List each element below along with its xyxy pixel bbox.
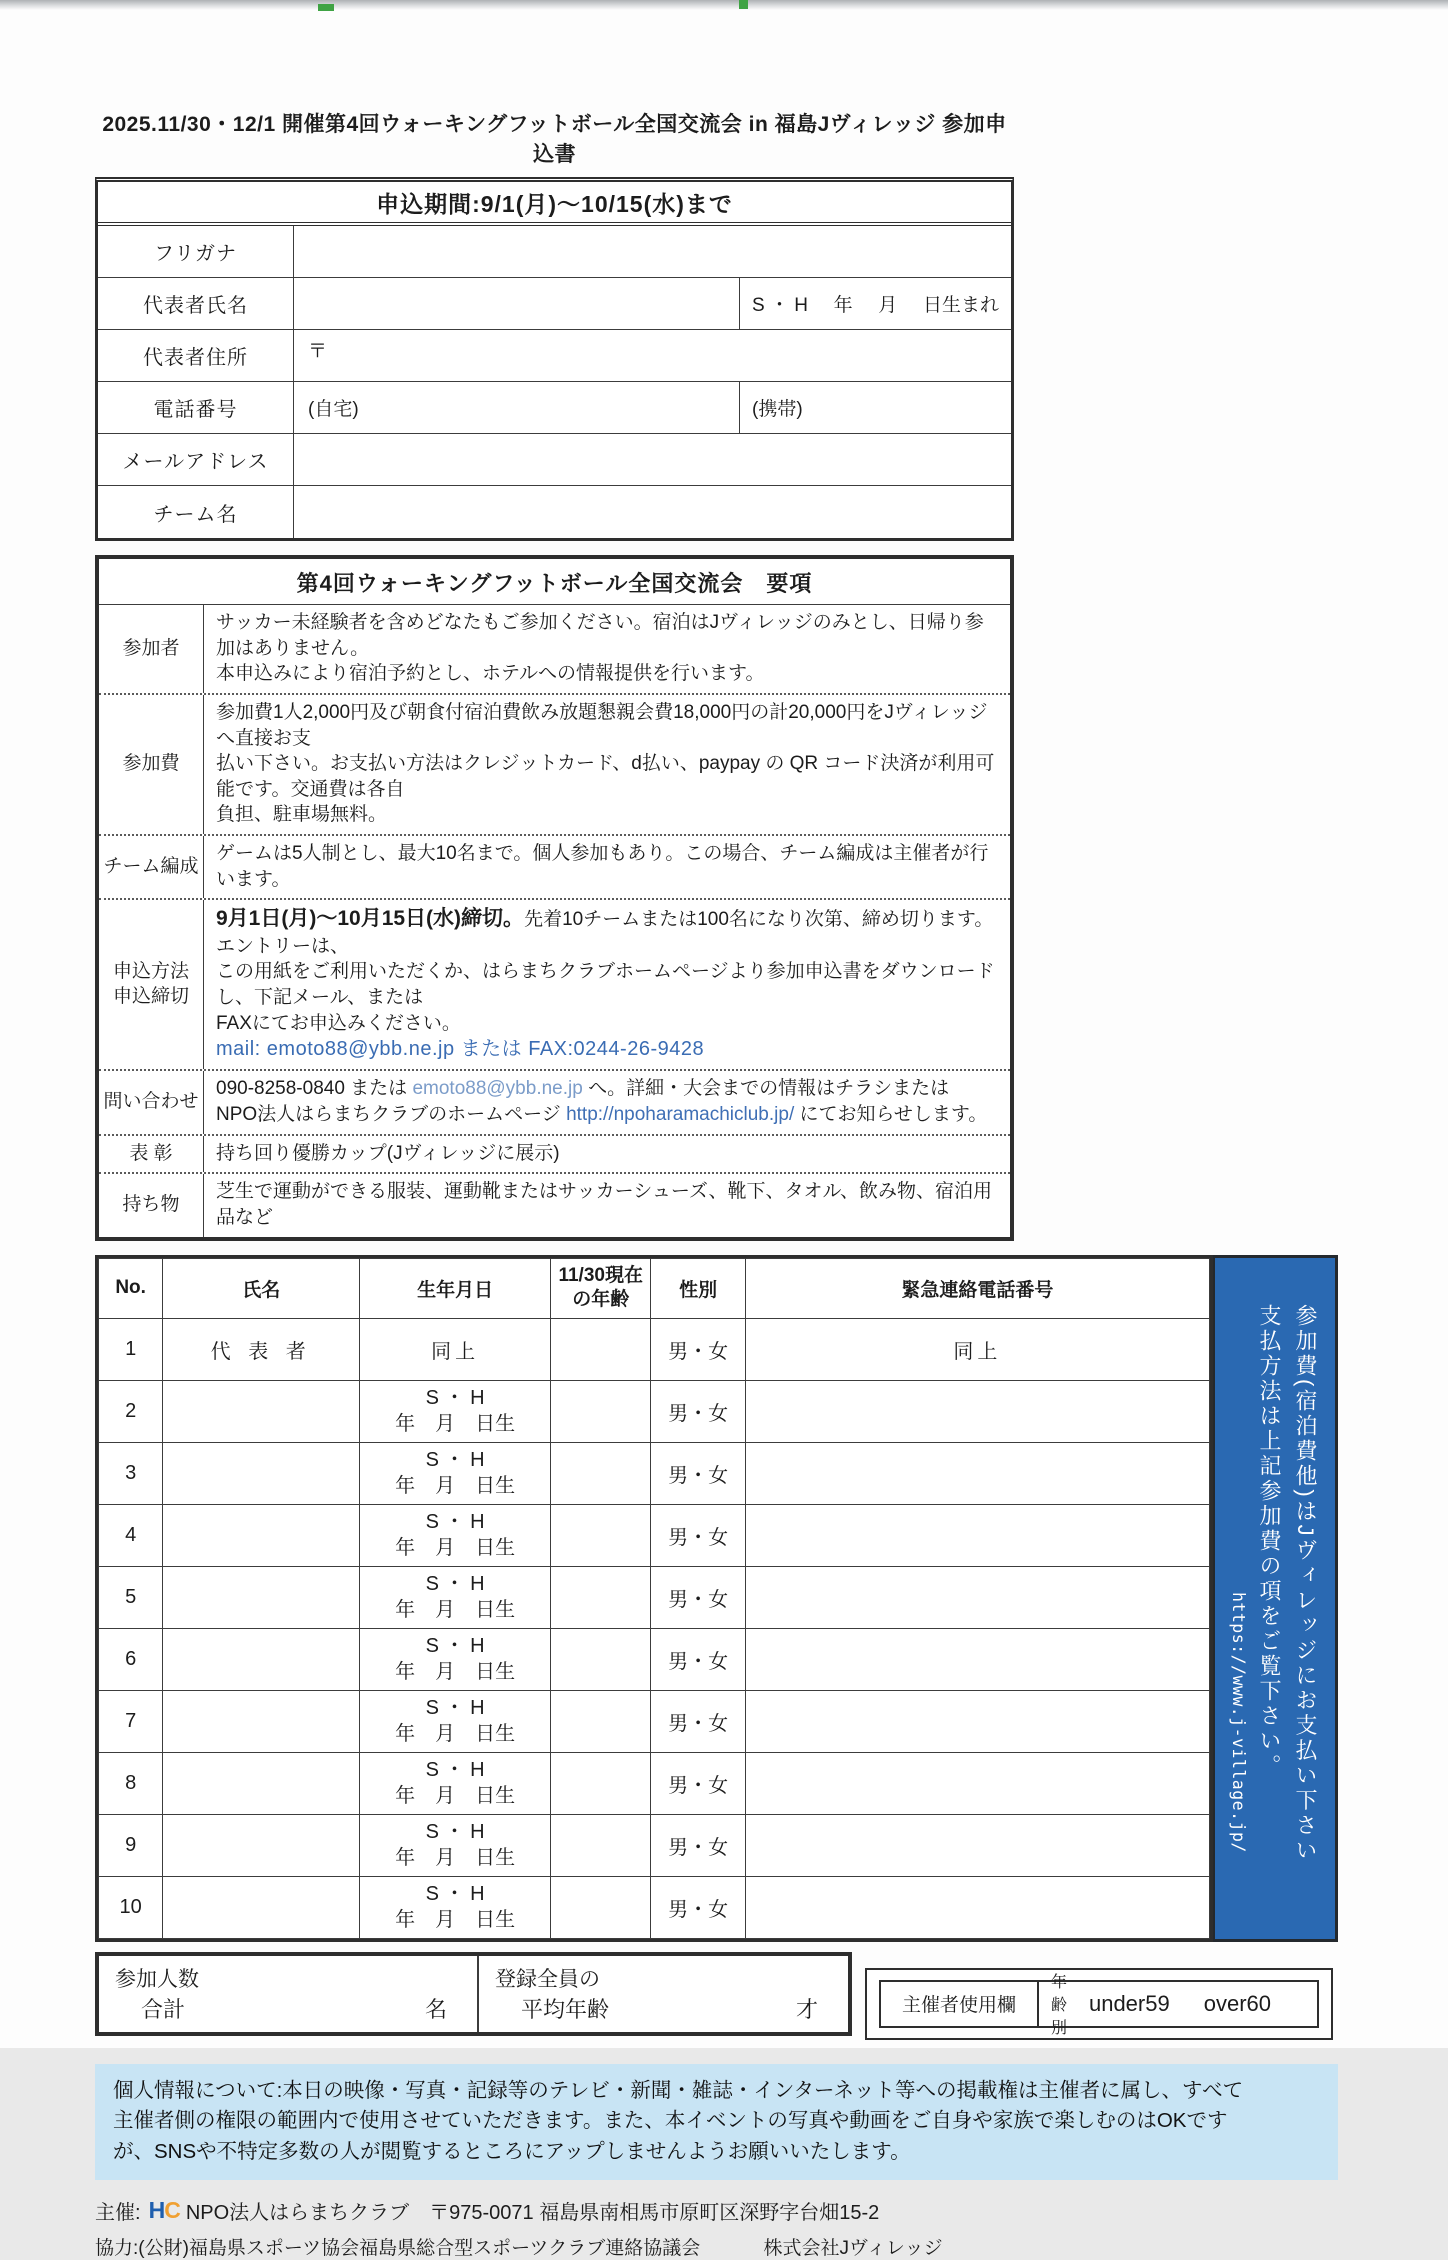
logo-letter-h: H <box>148 2196 165 2223</box>
row-number: 3 <box>99 1442 163 1504</box>
club-homepage-link[interactable]: http://npoharamachiclub.jp/ <box>566 1103 795 1125</box>
dob-cell <box>360 1752 551 1814</box>
dob-date: 年 月 日生 <box>395 1413 516 1436</box>
belongings-text: 芝生で運動ができる服装、運動靴またはサッカーシューズ、靴下、タオル、飲み物、宿泊用品など <box>203 1174 1010 1236</box>
participant-count-box <box>95 1952 852 2036</box>
total-count-cell <box>99 1956 479 2032</box>
host-text: NPO法人はらまちクラブ 〒975-0071 福島県南相馬市原町区深野字台畑15-2 <box>185 2201 880 2224</box>
dob-era: S ・ H <box>425 1883 485 1906</box>
representative-name-label: 代表者氏名 <box>98 278 294 329</box>
gender-cell: 男・女 <box>651 1566 745 1628</box>
sidebar-payment-line: 参加費(宿泊費他)はJヴィレッジにお支払い下さい <box>1293 1303 1318 1864</box>
roster-row <box>99 1876 1210 1938</box>
roster-header-no: No. <box>99 1258 163 1318</box>
belongings-label: 持ち物 <box>122 1194 180 1216</box>
name-cell <box>163 1380 360 1442</box>
application-method-line-3: FAXにてお申込みください。 <box>216 1012 461 1034</box>
contact-text-mid: へ。詳細・大会までの情報はチラシまたは <box>582 1078 950 1100</box>
sidebar-method-line: 支払方法は上記参加費の項をご覧下さい。 <box>1257 1303 1282 1779</box>
dob-era: S ・ H <box>425 1759 485 1782</box>
host-line <box>95 2196 1338 2225</box>
birth-month-label: 月 <box>878 295 898 316</box>
postal-mark: 〒 <box>308 341 328 362</box>
privacy-line-1: 個人情報について:本日の映像・写真・記録等のテレビ・新聞・雑誌・インターネット等への掲載権は主催者に属し、すべて <box>113 2078 1244 2102</box>
fee-line-1: 参加費1人2,000円及び朝食付宿泊費飲み放題懇親会費18,000円の計20,000円をJヴィレッジへ直接お支 <box>216 701 988 749</box>
representative-address-row <box>98 330 1011 382</box>
age-group-area <box>1039 1974 1317 2038</box>
application-method-label-line1: 申込方法 <box>112 961 189 983</box>
age-cell <box>551 1442 651 1504</box>
age-cell <box>551 1876 651 1938</box>
dob-date: 年 月 日生 <box>395 1599 516 1622</box>
email-row <box>98 434 1011 486</box>
age-cell <box>551 1380 651 1442</box>
representative-name-row <box>98 278 1011 330</box>
mail-fax-link[interactable]: mail: emoto88@ybb.ne.jp または FAX:0244-26-9428 <box>216 1038 705 1061</box>
dob-cell <box>360 1876 551 1938</box>
roster-row <box>99 1752 1210 1814</box>
representative-name-input-area <box>294 278 739 329</box>
participants-row <box>99 604 1010 693</box>
dob-date: 年 月 日生 <box>395 1785 516 1808</box>
scan-artifact-green <box>739 0 748 9</box>
row-number: 2 <box>99 1380 163 1442</box>
avg-age-label: 平均年齢 <box>521 1996 610 2022</box>
participants-text <box>203 605 1010 693</box>
dob-era: S ・ H <box>425 1635 485 1658</box>
furigana-label: フリガナ <box>98 226 294 277</box>
roster-row <box>99 1566 1210 1628</box>
average-age-cell <box>479 1956 848 2032</box>
phone-mobile-input-area <box>739 382 1011 433</box>
row-number: 9 <box>99 1814 163 1876</box>
contact-text <box>203 1071 1010 1133</box>
age-group-over60: over60 <box>1203 1990 1271 2016</box>
name-cell <box>163 1876 360 1938</box>
gender-cell: 男・女 <box>651 1814 745 1876</box>
gender-cell: 男・女 <box>651 1318 745 1380</box>
phone-mobile-label: (携帯) <box>752 399 803 420</box>
contact-homepage-label: NPO法人はらまちクラブのホームページ <box>216 1103 567 1125</box>
fee-text <box>203 695 1010 834</box>
age-cell <box>551 1504 651 1566</box>
furigana-row <box>98 226 1011 278</box>
fee-line-3: 負担、駐車場無料。 <box>216 804 388 826</box>
overview-title: 第4回ウォーキングフットボール全国交流会 要項 <box>296 571 813 596</box>
organizer-use-label: 主催者使用欄 <box>881 1982 1039 2026</box>
email-input-area <box>294 434 1011 485</box>
avg-age-line <box>495 1993 832 2024</box>
birth-year-label: 年 <box>833 295 853 316</box>
age-group-under59: under59 <box>1088 1990 1170 2016</box>
roster-row <box>99 1814 1210 1876</box>
application-method-text <box>203 900 1010 1069</box>
dob-era: S ・ H <box>425 1387 485 1410</box>
team-formation-row <box>99 834 1010 898</box>
participants-line-1: サッカー未経験者を含めどなたもご参加ください。宿泊はJヴィレッジのみとし、日帰り参加はありません。 <box>216 612 984 659</box>
roster-header-phone: 緊急連絡電話番号 <box>745 1258 1209 1318</box>
application-period-header: 申込期間:9/1(月)〜10/15(水)まで <box>98 182 1011 226</box>
birthdate-area <box>739 278 1011 329</box>
scan-edge-shadow <box>0 0 1448 10</box>
name-cell <box>163 1566 360 1628</box>
age-header-line2: の年齢 <box>572 1289 630 1311</box>
dob-cell <box>360 1566 551 1628</box>
avg-age-unit: 才 <box>795 1996 818 2022</box>
application-method-label <box>99 900 203 1069</box>
team-formation-text: ゲームは5人制とし、最大10名まで。個人参加もあり。この場合、チーム編成は主催者が行います。 <box>203 836 1010 898</box>
phone-cell <box>745 1628 1209 1690</box>
name-cell <box>163 1752 360 1814</box>
name-cell <box>163 1814 360 1876</box>
dob-date: 年 月 日生 <box>395 1847 516 1870</box>
count-label: 参加人数 <box>115 1967 199 1991</box>
representative-name-cell: 代 表 者 <box>163 1318 360 1380</box>
gender-cell: 男・女 <box>651 1876 745 1938</box>
age-cell <box>551 1814 651 1876</box>
phone-cell <box>745 1752 1209 1814</box>
total-unit: 名 <box>424 1996 447 2022</box>
host-prefix: 主催: <box>95 2201 141 2224</box>
name-cell <box>163 1690 360 1752</box>
privacy-notice <box>95 2064 1338 2180</box>
dob-date: 年 月 日生 <box>395 1909 516 1932</box>
privacy-line-3: が、SNSや不特定多数の人が閲覧するところにアップしませんようお願いいたします。 <box>113 2140 911 2164</box>
team-name-row <box>98 486 1011 538</box>
row-number: 8 <box>99 1752 163 1814</box>
contact-line-2 <box>216 1102 998 1128</box>
deadline-bold-text: 9月1日(月)〜10月15日(水)締切。 <box>216 907 525 931</box>
participants-line-2: 本申込みにより宿泊予約とし、ホテルへの情報提供を行います。 <box>216 663 765 685</box>
gender-cell: 男・女 <box>651 1442 745 1504</box>
row-number: 5 <box>99 1566 163 1628</box>
row-number: 6 <box>99 1628 163 1690</box>
name-cell <box>163 1442 360 1504</box>
dob-date: 年 月 日生 <box>395 1661 516 1684</box>
phone-cell <box>745 1442 1209 1504</box>
birth-day-label: 日生まれ <box>922 295 999 316</box>
dob-cell <box>360 1814 551 1876</box>
roster-row <box>99 1628 1210 1690</box>
gender-cell: 男・女 <box>651 1628 745 1690</box>
gender-cell: 男・女 <box>651 1752 745 1814</box>
dob-date: 年 月 日生 <box>395 1475 516 1498</box>
footer <box>95 2196 1338 2260</box>
dob-date: 年 月 日生 <box>395 1537 516 1560</box>
dob-cell <box>360 1690 551 1752</box>
age-cell <box>551 1318 651 1380</box>
document-title: 2025.11/30・12/1 開催第4回ウォーキングフットボール全国交流会 in 福島Jヴィレッジ 参加申込書 <box>102 113 1007 166</box>
contact-line-1 <box>216 1076 998 1102</box>
furigana-input-area <box>294 226 1011 277</box>
contact-text-end: にてお知らせします。 <box>794 1103 988 1125</box>
organizer-use-inner <box>879 1974 1319 2038</box>
phone-ditto-cell: 同上 <box>745 1318 1209 1380</box>
privacy-line-2: 主催者側の権限の範囲内で使用させていただきます。また、本イベントの写真や動画をご自身や家族で楽しむのはOKです <box>113 2109 1228 2133</box>
organizer-use-box <box>865 1968 1333 2040</box>
roster-header-name: 氏名 <box>163 1258 360 1318</box>
phone-cell <box>745 1814 1209 1876</box>
total-label: 合計 <box>141 1996 186 2022</box>
logo-letter-c: C <box>164 2196 180 2223</box>
dob-cell <box>360 1504 551 1566</box>
cooperation-jvillage: 株式会社Jヴィレッジ <box>763 2237 943 2259</box>
age-cell <box>551 1628 651 1690</box>
phone-row <box>98 382 1011 434</box>
participants-label: 参加者 <box>122 637 180 659</box>
dob-era: S ・ H <box>425 1449 485 1472</box>
age-cell <box>551 1752 651 1814</box>
contact-phone: 090-8258-0840 または <box>216 1078 413 1100</box>
total-line <box>115 1993 461 2024</box>
roster-header-age <box>551 1258 651 1318</box>
age-cell <box>551 1566 651 1628</box>
phone-cell <box>745 1380 1209 1442</box>
name-cell <box>163 1504 360 1566</box>
dob-era: S ・ H <box>425 1511 485 1534</box>
dob-cell <box>360 1628 551 1690</box>
application-method-line-2: この用紙をご利用いただくか、はらまちクラブホームページより参加申込書をダウンロードし、下記メール、または <box>216 961 995 1009</box>
event-overview-box <box>95 555 1014 1241</box>
representative-address-label: 代表者住所 <box>98 330 294 381</box>
phone-label: 電話番号 <box>98 382 294 433</box>
roster-row <box>99 1380 1210 1442</box>
contact-row <box>99 1069 1010 1133</box>
address-input-area <box>294 330 1011 381</box>
j-village-url-link[interactable]: https://www.j-village.jp/ <box>1229 1591 1248 1853</box>
contact-label: 問い合わせ <box>103 1091 199 1113</box>
roster-header-gender: 性別 <box>651 1258 745 1318</box>
phone-cell <box>745 1690 1209 1752</box>
phone-home-input-area <box>294 382 739 433</box>
name-cell <box>163 1628 360 1690</box>
award-row <box>99 1134 1010 1173</box>
application-method-row <box>99 898 1010 1069</box>
scan-artifact-green <box>318 4 334 11</box>
team-name-input-area <box>294 486 1011 538</box>
phone-cell <box>745 1504 1209 1566</box>
dob-era: S ・ H <box>425 1573 485 1596</box>
dob-ditto-cell: 同上 <box>360 1318 551 1380</box>
age-group-label: 年齢別 <box>1050 1974 1067 2038</box>
fee-label: 参加費 <box>122 753 180 775</box>
fee-row <box>99 693 1010 834</box>
fee-line-2: 払い下さい。お支払い方法はクレジットカード、d払い、paypay の QR コード決済が利用可能です。交通費は各自 <box>216 753 995 800</box>
phone-home-label: (自宅) <box>308 399 359 420</box>
phone-cell <box>745 1876 1209 1938</box>
summary-section <box>95 1952 1338 2040</box>
participant-roster-section <box>95 1255 1338 1942</box>
roster-header-dob: 生年月日 <box>360 1258 551 1318</box>
contact-email-link[interactable]: emoto88@ybb.ne.jp <box>412 1078 583 1100</box>
avg-age-label-top: 登録全員の <box>495 1967 600 1991</box>
age-cell <box>551 1690 651 1752</box>
payment-notice-sidebar <box>1213 1255 1338 1942</box>
participant-roster-table <box>95 1255 1213 1942</box>
gender-cell: 男・女 <box>651 1380 745 1442</box>
birth-era: S ・ H <box>752 295 808 316</box>
dob-era: S ・ H <box>425 1821 485 1844</box>
roster-row <box>99 1504 1210 1566</box>
award-text: 持ち回り優勝カップ(Jヴィレッジに展示) <box>203 1136 1010 1173</box>
cooperation-text: 協力:(公財)福島県スポーツ協会福島県総合型スポーツクラブ連絡協議会 <box>95 2237 701 2259</box>
row-number: 1 <box>99 1318 163 1380</box>
cooperation-line <box>95 2233 1338 2260</box>
roster-row <box>99 1442 1210 1504</box>
row-number: 4 <box>99 1504 163 1566</box>
applicant-info-table <box>95 177 1014 541</box>
dob-date: 年 月 日生 <box>395 1723 516 1746</box>
roster-row <box>99 1690 1210 1752</box>
row-number: 10 <box>99 1876 163 1938</box>
gender-cell: 男・女 <box>651 1504 745 1566</box>
roster-row-representative <box>99 1318 1210 1380</box>
haramachi-club-logo <box>149 2197 180 2224</box>
dob-cell <box>360 1380 551 1442</box>
belongings-row <box>99 1172 1010 1236</box>
application-method-label-line2: 申込締切 <box>112 985 189 1007</box>
email-label: メールアドレス <box>98 434 294 485</box>
deadline-rest-text: 先着10チームまたは100名になり次第、締め切ります。エントリーは、 <box>216 909 994 957</box>
age-header-line1: 11/30現在 <box>558 1265 643 1287</box>
dob-era: S ・ H <box>425 1697 485 1720</box>
roster-header-row <box>99 1258 1210 1318</box>
gender-cell: 男・女 <box>651 1690 745 1752</box>
team-formation-label: チーム編成 <box>103 855 199 877</box>
phone-cell <box>745 1566 1209 1628</box>
dob-cell <box>360 1442 551 1504</box>
application-deadline-line <box>216 905 998 959</box>
row-number: 7 <box>99 1690 163 1752</box>
team-name-label: チーム名 <box>98 486 294 538</box>
award-label: 表 彰 <box>129 1142 173 1164</box>
